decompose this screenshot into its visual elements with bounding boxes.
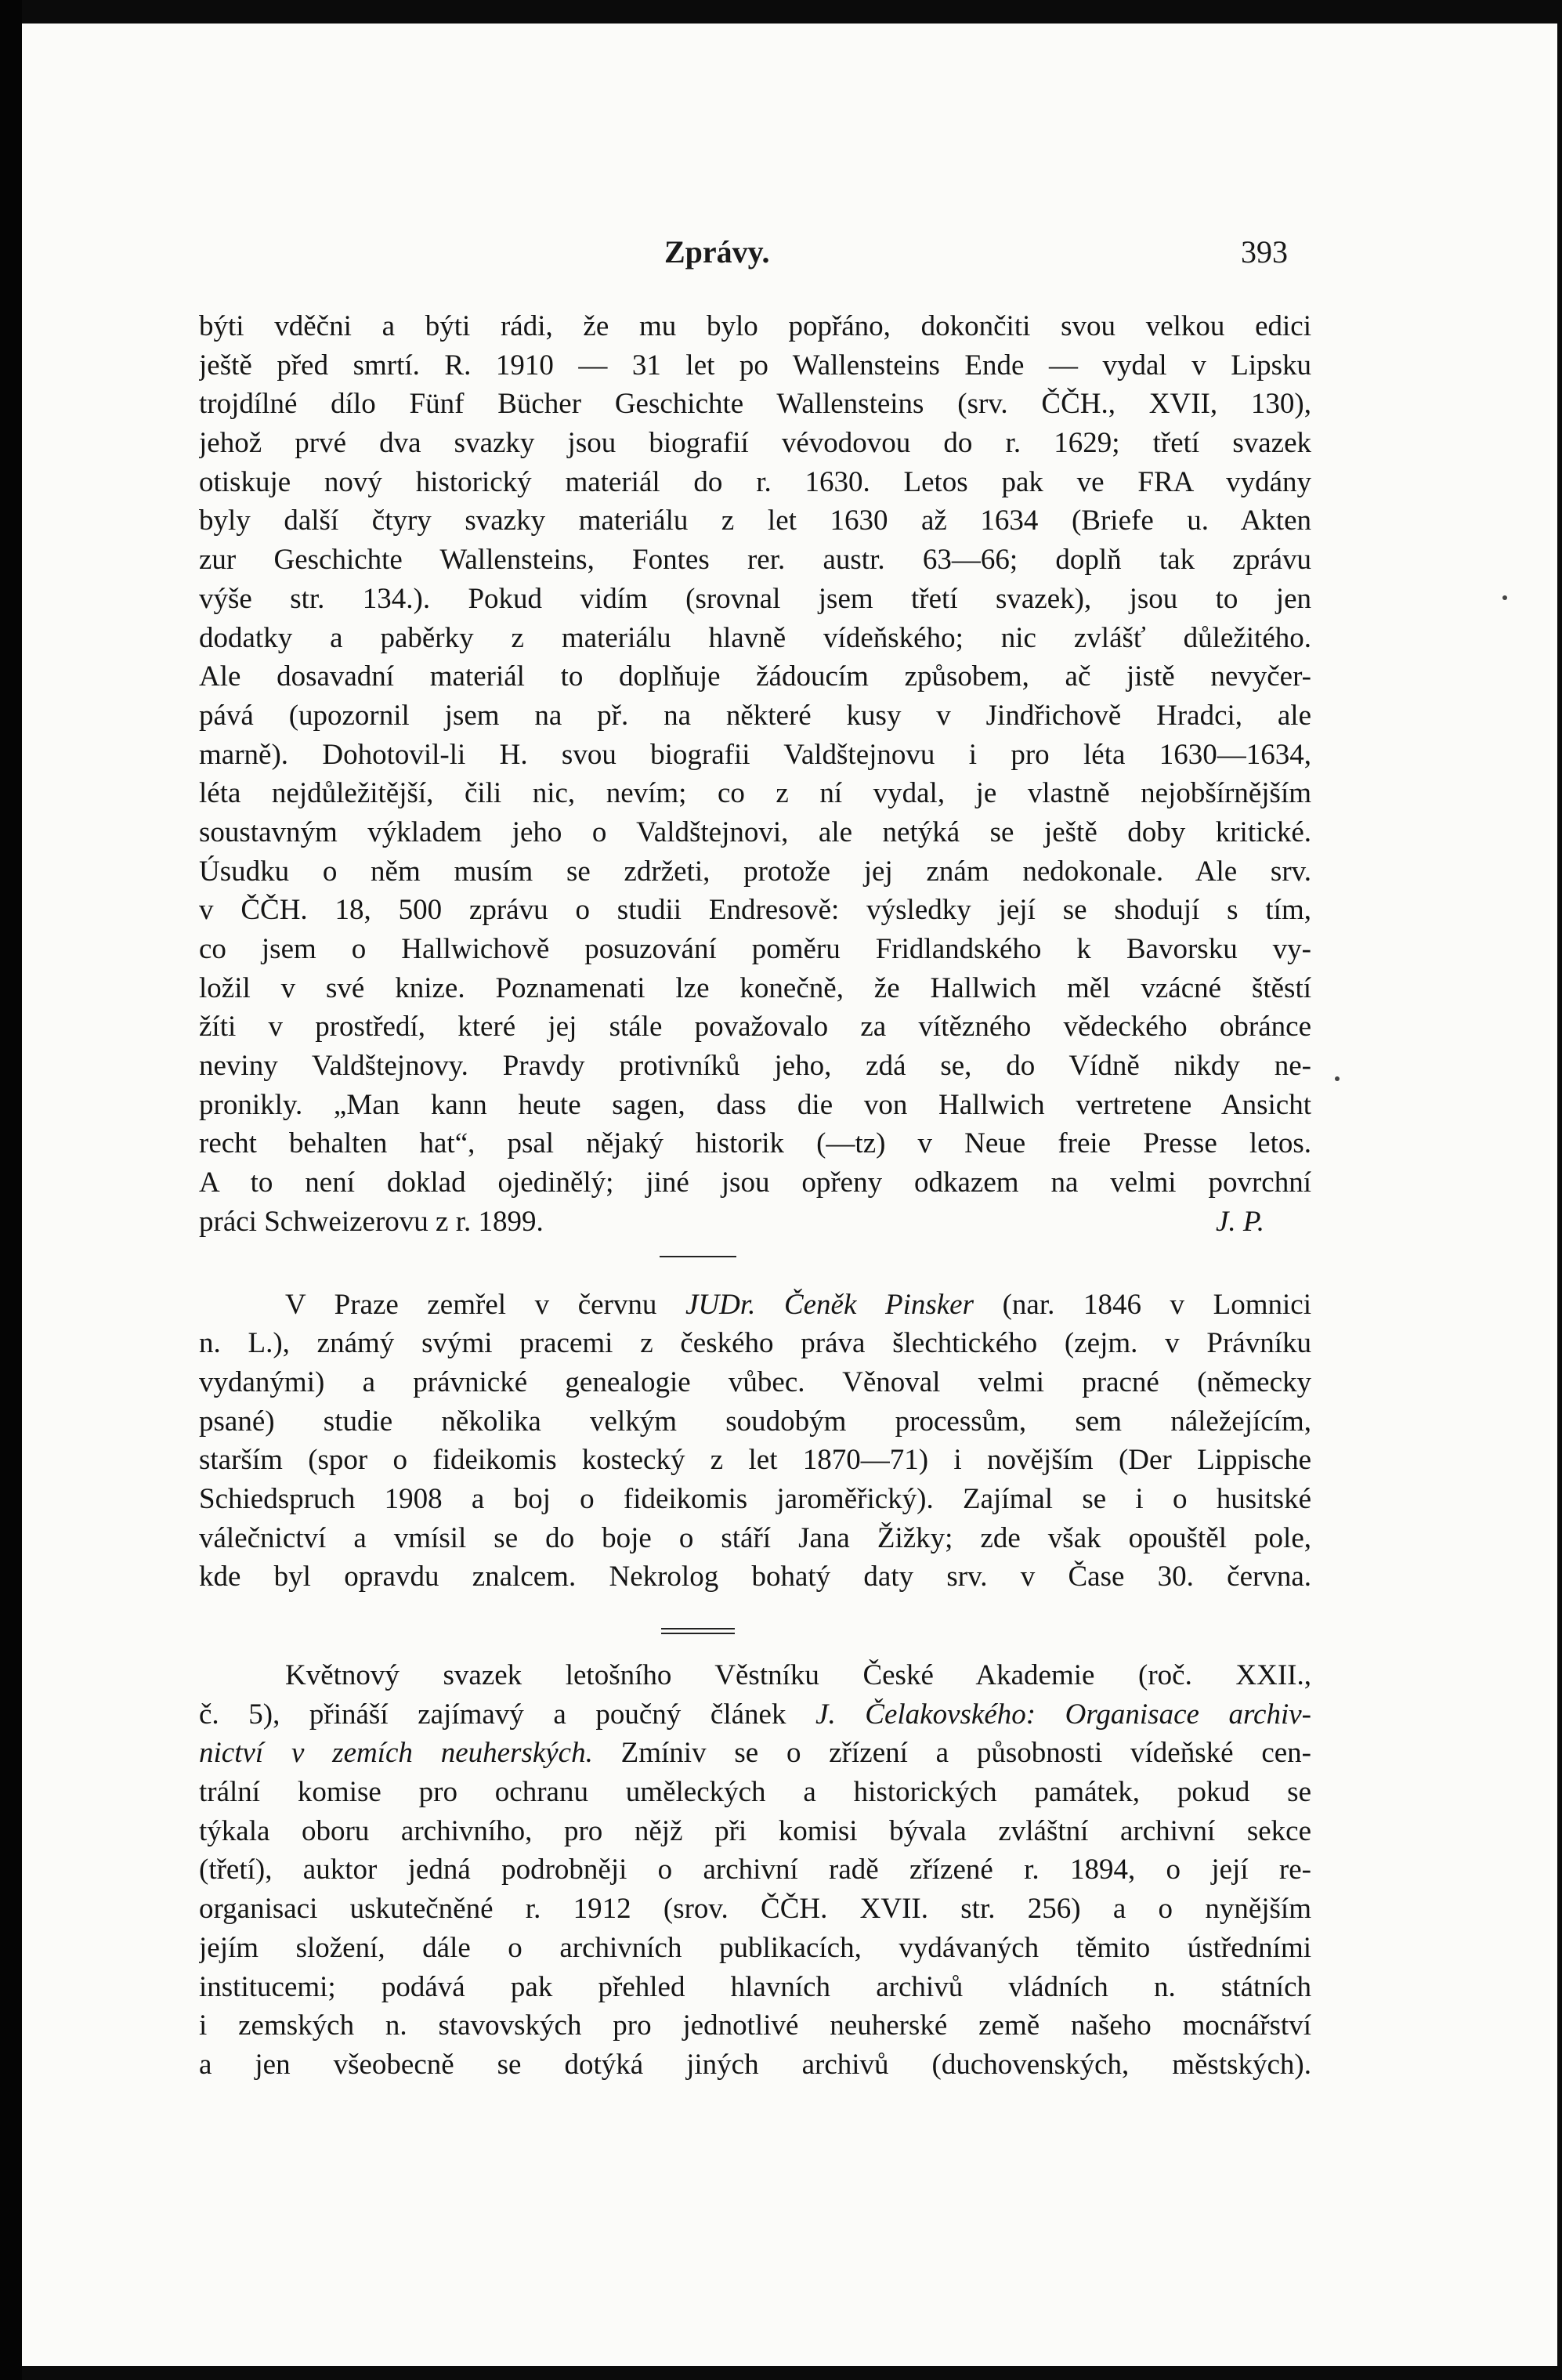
text-run: V Praze zemřel v červnu (285, 1288, 685, 1321)
page-body (199, 307, 1311, 2085)
text-run: Zmíniv se o zřízení a působnosti vídeňské cen- (592, 1737, 1311, 1770)
text-line: zur Geschichte Wallensteins, Fontes rer. austr. 63—66; doplň tak zprávu (199, 544, 1311, 577)
paragraph-hallwich (199, 307, 1311, 1257)
text-line: Úsudku o něm musím se zdržeti, protože jej znám nedokonale. Ale srv. (199, 855, 1311, 888)
scan-speck (1335, 1076, 1340, 1081)
text-line (199, 1695, 1311, 1734)
author-signature: J. P. (1215, 1205, 1264, 1238)
text-line: institucemi; podává pak přehled hlavních archivů vládních n. státních (199, 1970, 1311, 2003)
text-line: ještě před smrtí. R. 1910 — 31 let po Wallensteins Ende — vydal v Lipsku (199, 349, 1311, 382)
closing-line (199, 1203, 1311, 1242)
text-line: léta nejdůležitější, čili nic, nevím; co z ní vydal, je vlastně nejobšírnějším (199, 777, 1311, 810)
text-line: jejím složení, dále o archivních publikacích, vydávaných těmito ústředními (199, 1931, 1311, 1964)
text-line: i zemských n. stavovských pro jednotlivé neuherské země našeho mocnářství (199, 2009, 1311, 2042)
paragraph-vestnik (199, 1656, 1311, 2085)
text-line: neviny Valdštejnovy. Pravdy protivníků jeho, zdá se, do Vídně nikdy ne- (199, 1050, 1311, 1083)
text-line (199, 1734, 1311, 1773)
text-line: (třetí), auktor jedná podrobněji o archivní radě zřízené r. 1894, o její re- (199, 1854, 1311, 1886)
scan-speck (1502, 595, 1507, 600)
text-line: jehož prvé dva svazky jsou biografií vévodovou do r. 1629; třetí svazek (199, 427, 1311, 460)
section-divider-double (661, 1628, 735, 1634)
text-line: trální komise pro ochranu uměleckých a historických památek, pokud se (199, 1776, 1311, 1809)
text-line: byly další čtyry svazky materiálu z let 1630 až 1634 (Briefe u. Akten (199, 505, 1311, 537)
text-line: týkala oboru archivního, pro nějž při komisi bývala zvláštní archivní sekce (199, 1814, 1311, 1847)
text-line: a jen všeobecně se dotýká jiných archivů (duchovenských, městských). (199, 2048, 1311, 2081)
text-line: Schiedspruch 1908 a boj o fideikomis jaroměřický). Zajímal se i o husitské (199, 1482, 1311, 1515)
text-line: otiskuje nový historický materiál do r. 1630. Letos pak ve FRA vydány (199, 465, 1311, 498)
text-line: Ale dosavadní materiál to doplňuje žádoucím způsobem, ač jistě nevyčer- (199, 660, 1311, 693)
paragraph-pinsker (199, 1286, 1311, 1635)
text-line: válečnictví a vmísil se do boje o stáří Jana Žižky; zde však opouštěl pole, (199, 1521, 1311, 1554)
running-head: Zprávy. (664, 234, 770, 269)
text-line: recht behalten hat“, psal nějaký historik (—tz) v Neue freie Presse letos. (199, 1127, 1311, 1160)
text-line: žíti v prostředí, které jej stále považovalo za vítězného vědeckého obránce (199, 1011, 1311, 1044)
text-line: n. L.), známý svými pracemi z českého práva šlechtického (zejm. v Právníku (199, 1327, 1311, 1360)
text-line: dodatky a paběrky z materiálu hlavně vídeňského; nic zvlášť důležitého. (199, 621, 1311, 654)
text-line: trojdílné dílo Fünf Bücher Geschichte Wallensteins (srv. ČČH., XVII, 130), (199, 388, 1311, 421)
text-run: (nar. 1846 v Lomnici (974, 1288, 1311, 1321)
closing-text: práci Schweizerovu z r. 1899. (199, 1205, 544, 1238)
book-page (22, 24, 1557, 2366)
article-title: nictví v zemích neuherských. (199, 1737, 593, 1770)
text-line: v ČČH. 18, 500 zprávu o studii Endresově: výsledky její se shodují s tím, (199, 894, 1311, 927)
text-line: výše str. 134.). Pokud vidím (srovnal jsem třetí svazek), jsou to jen (199, 582, 1311, 615)
text-line: soustavným výkladem jeho o Valdštejnovi, ale netýká se ještě doby kritické. (199, 816, 1311, 848)
text-line: A to není doklad ojedinělý; jiné jsou opřeny odkazem na velmi povrchní (199, 1166, 1311, 1199)
section-divider (660, 1256, 736, 1257)
person-name: JUDr. Čeněk Pinsker (685, 1288, 974, 1321)
article-title: J. Čelakovského: Organisace archiv- (815, 1698, 1311, 1731)
text-line: ložil v své knize. Poznamenati lze konečně, že Hallwich měl vzácné štěstí (199, 971, 1311, 1004)
text-line: co jsem o Hallwichově posuzování poměru Fridlandského k Bavorsku vy- (199, 933, 1311, 965)
text-line: starším (spor o fideikomis kostecký z let 1870—71) i novějším (Der Lippische (199, 1444, 1311, 1477)
text-line: vydanými) a právnické genealogie vůbec. Věnoval velmi pracné (německy (199, 1365, 1311, 1398)
text-run: č. 5), přináší zajímavý a poučný článek (199, 1698, 816, 1731)
text-line: psané) studie několika velkým soudobým processům, sem náležejícím, (199, 1405, 1311, 1438)
text-line: kde byl opravdu znalcem. Nekrolog bohatý daty srv. v Čase 30. června. (199, 1561, 1311, 1593)
text-line: býti vděčni a býti rádi, že mu bylo popřáno, dokončiti svou velkou edici (199, 310, 1311, 342)
text-line: Květnový svazek letošního Věstníku České Akademie (roč. XXII., (285, 1659, 1311, 1691)
page-number: 393 (1241, 234, 1288, 269)
text-line: pronikly. „Man kann heute sagen, dass die von Hallwich vertretene Ansicht (199, 1088, 1311, 1121)
text-line: pává (upozornil jsem na př. na některé kusy v Jindřichově Hradci, ale (199, 699, 1311, 732)
page-header (22, 233, 1557, 280)
text-line (199, 1286, 1311, 1325)
scan-border (0, 0, 22, 2380)
text-line: organisaci uskutečněné r. 1912 (srov. ČČH. XVII. str. 256) a o nynějším (199, 1893, 1311, 1926)
text-line: marně). Dohotovil-li H. svou biografii Valdštejnovu i pro léta 1630—1634, (199, 738, 1311, 771)
